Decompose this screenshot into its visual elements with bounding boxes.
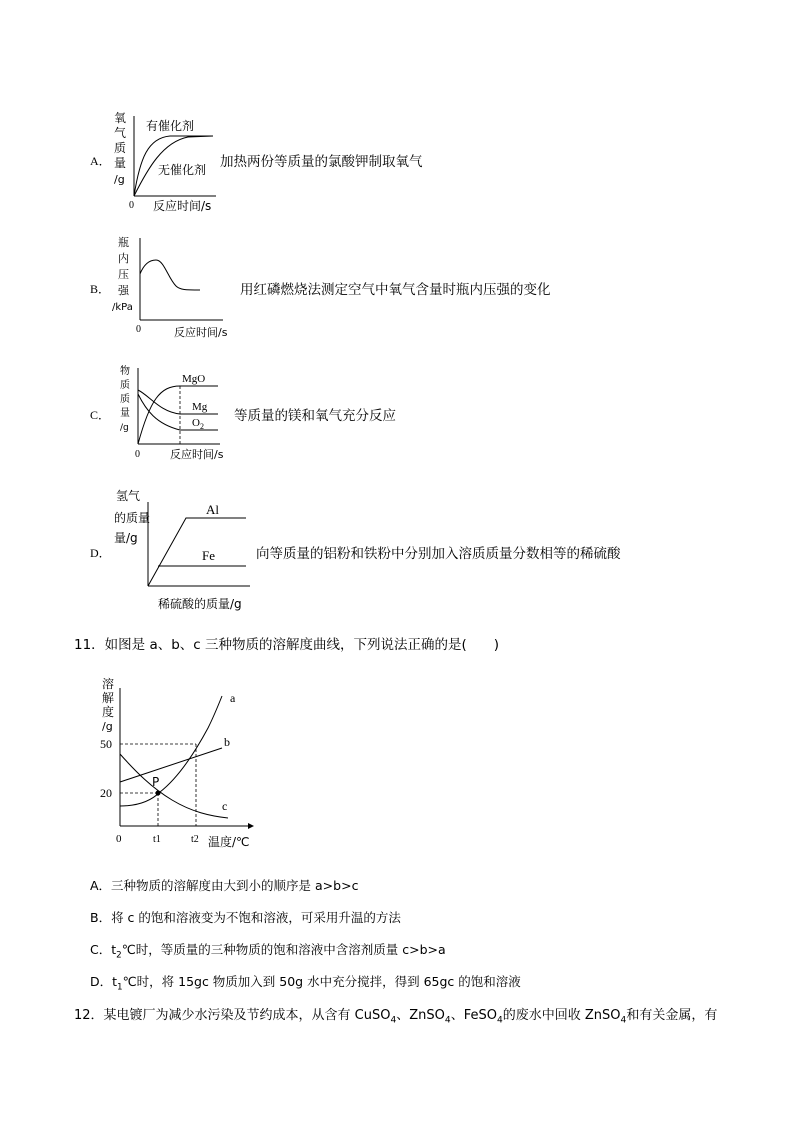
y-label-line: 的质量	[114, 511, 151, 525]
curve-a	[120, 696, 222, 806]
x-tick-t1: t1	[153, 834, 161, 845]
origin-label: 0	[135, 449, 140, 460]
y-label-char: 质	[120, 394, 130, 405]
curve-label-a: a	[230, 691, 236, 705]
option-d-y-label	[114, 488, 150, 545]
option-d-description: 向等质量的铝粉和铁粉中分别加入溶质质量分数相等的稀硫酸	[256, 546, 621, 562]
option-a-graph	[108, 108, 228, 218]
pressure-curve	[140, 260, 200, 290]
y-label-char: /kPa	[112, 302, 133, 313]
curve-label-mgo: MgO	[182, 373, 206, 385]
y-label-line: 量/g	[114, 531, 138, 545]
curve-label-al: Al	[206, 502, 219, 517]
point-label-p: P	[152, 775, 160, 789]
y-tick-50: 50	[100, 737, 112, 751]
y-label-char: 氧	[114, 111, 127, 125]
option-b-graph	[108, 232, 238, 342]
x-axis-arrow	[248, 823, 254, 829]
curve-label-without-catalyst: 无催化剂	[158, 163, 207, 177]
y-label-char: /g	[102, 720, 113, 733]
y-label-char: 解	[102, 691, 115, 705]
curve-label-mg: Mg	[192, 401, 208, 413]
q11-option-b: B．将 c 的饱和溶液变为不饱和溶液，可采用升温的方法	[90, 910, 401, 925]
y-label-char: 瓶	[118, 236, 129, 249]
curve-label-fe: Fe	[202, 548, 215, 563]
option-a-description: 加热两份等质量的氯酸钾制取氧气	[220, 154, 423, 170]
option-a-y-label	[114, 111, 126, 186]
q11-option-a: A．三种物质的溶解度由大到小的顺序是 a>b>c	[90, 878, 359, 893]
y-label-char: 溶	[102, 677, 115, 691]
option-c-y-label	[120, 364, 130, 433]
origin-label: 0	[129, 200, 134, 211]
question-12-stem: 12．某电镀厂为减少水污染及节约成本，从含有 CuSO$_4$、ZnSO$_4$、FeSO$_4$的废水中回收 ZnSO$_4$和有关金属，有	[74, 1008, 718, 1026]
y-label-char: 强	[118, 284, 129, 297]
solubility-chart	[96, 674, 276, 854]
option-b-label: B．	[90, 282, 111, 296]
y-label-char: 内	[118, 252, 129, 265]
y-label-char: 气	[114, 126, 127, 140]
x-axis-label: 反应时间/s	[170, 448, 224, 461]
mgo-curve	[138, 386, 218, 444]
x-axis-label: 反应时间/s	[174, 326, 228, 339]
intersection-point-p	[156, 791, 161, 796]
option-a-label: A．	[90, 154, 111, 168]
q11-option-c: C．$t_2℃$时，等质量的三种物质的饱和溶液中含溶剂质量 c>b>a	[90, 942, 446, 961]
x-tick-t2: t2	[191, 834, 199, 845]
y-label-char: 压	[118, 268, 129, 281]
y-label-char: 度	[102, 705, 115, 719]
curve-b	[120, 748, 222, 782]
option-c-label: C．	[90, 408, 111, 422]
curve-label-b: b	[224, 735, 230, 749]
y-label-char: /g	[114, 173, 125, 186]
al-line	[148, 518, 246, 586]
origin-label: 0	[116, 833, 122, 845]
y-label-char: 量	[114, 156, 127, 170]
y-label-char: /g	[120, 423, 129, 433]
y-label-char: 量	[120, 408, 130, 419]
option-d-graph	[110, 484, 260, 614]
curve-label-with-catalyst: 有催化剂	[146, 119, 195, 133]
x-axis-label: 反应时间/s	[153, 199, 212, 213]
curve-label-o2: $O_2$	[192, 417, 204, 431]
option-b-description: 用红磷燃烧法测定空气中氧气含量时瓶内压强的变化	[240, 282, 551, 298]
option-b-y-label	[112, 236, 133, 313]
y-tick-20: 20	[100, 786, 112, 800]
solubility-y-label	[102, 676, 114, 733]
q11-option-d: D．$t_1℃$时，将 15gc 物质加入到 50g 水中充分搅拌，得到 65gc 的饱和溶液	[90, 974, 521, 993]
y-label-char: 物	[120, 366, 130, 377]
origin-label: 0	[136, 324, 141, 335]
question-11-stem: 11．如图是 a、b、c 三种物质的溶解度曲线，下列说法正确的是( )	[74, 637, 500, 653]
y-label-char: 质	[114, 141, 127, 155]
y-label-char: 质	[120, 380, 130, 391]
option-d-label: D．	[90, 546, 111, 560]
x-axis-label: 温度/℃	[208, 835, 250, 849]
y-label-line: 氢气	[116, 489, 141, 503]
curve-label-c: c	[222, 799, 228, 813]
option-c-description: 等质量的镁和氧气充分反应	[234, 408, 396, 424]
option-c-graph	[110, 360, 235, 470]
x-axis-label: 稀硫酸的质量/g	[158, 597, 242, 611]
